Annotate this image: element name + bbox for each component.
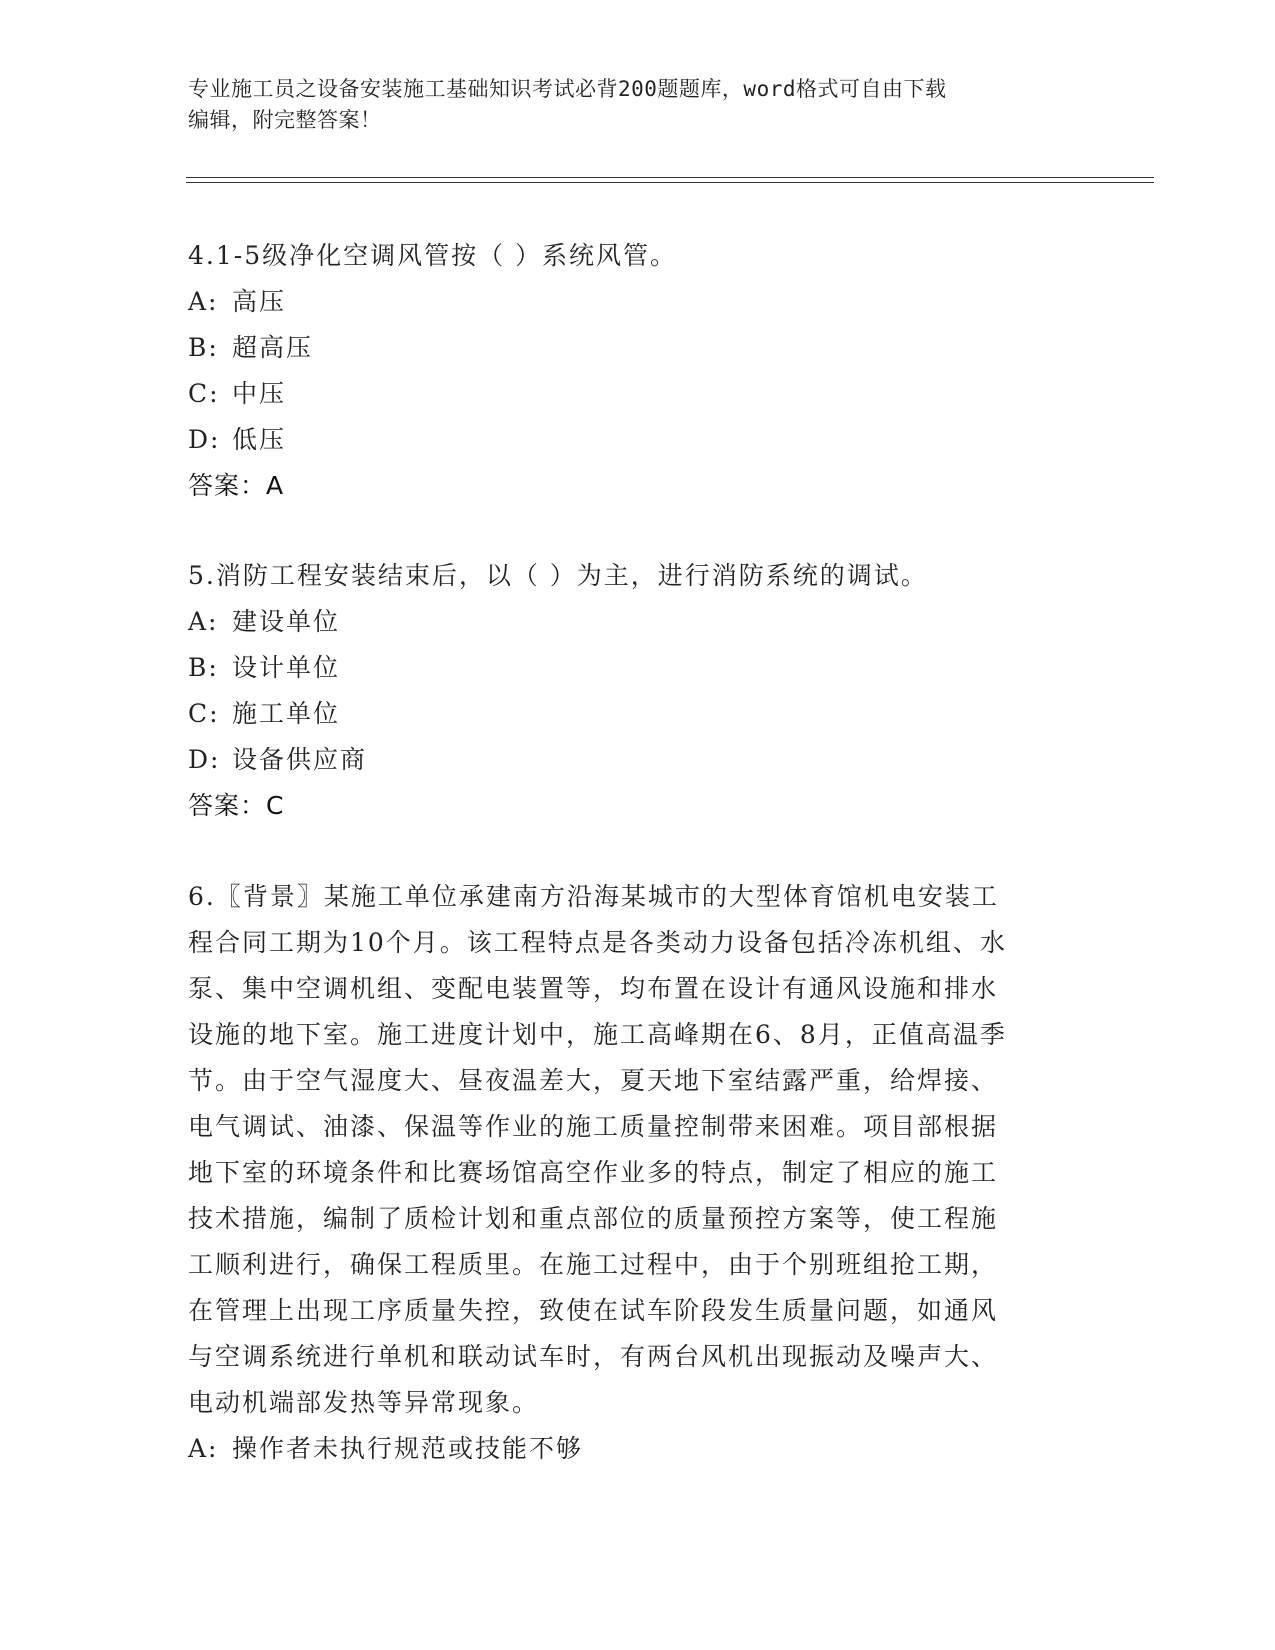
option-text: 设计单位 xyxy=(232,653,341,682)
option-a xyxy=(188,1426,1068,1472)
option-text: 超高压 xyxy=(232,333,314,362)
option-c xyxy=(188,691,1068,737)
option-text: 中压 xyxy=(232,379,287,408)
answer-line: 答案：A xyxy=(188,471,285,500)
option-text: 低压 xyxy=(232,425,287,454)
question-5 xyxy=(188,553,1068,829)
option-b xyxy=(188,645,1068,691)
question-stem-line: 地下室的环境条件和比赛场馆高空作业多的特点，制定了相应的施工 xyxy=(188,1158,999,1187)
option-c xyxy=(188,371,1068,417)
question-stem-line: 电气调试、油漆、保温等作业的施工质量控制带来困难。项目部根据 xyxy=(188,1112,999,1141)
question-stem-line: 节。由于空气湿度大、昼夜温差大，夏天地下室结露严重，给焊接、 xyxy=(188,1066,999,1095)
option-key: C: xyxy=(188,379,220,408)
option-a xyxy=(188,599,1068,645)
option-key: D: xyxy=(188,425,221,454)
option-text: 建设单位 xyxy=(232,607,341,636)
header-divider-bottom xyxy=(186,182,1154,183)
option-key: B: xyxy=(188,333,219,362)
document-header xyxy=(188,74,1088,136)
option-text: 操作者未执行规范或技能不够 xyxy=(232,1434,584,1463)
option-text: 施工单位 xyxy=(232,699,341,728)
question-stem-line: 电动机端部发热等异常现象。 xyxy=(188,1388,540,1417)
option-text: 高压 xyxy=(232,287,287,316)
question-stem-line: 工顺利进行，确保工程质里。在施工过程中，由于个别班组抢工期， xyxy=(188,1250,999,1279)
option-b xyxy=(188,325,1068,371)
option-text: 设备供应商 xyxy=(232,745,368,774)
option-key: C: xyxy=(188,699,220,728)
option-key: D: xyxy=(188,745,221,774)
question-stem-line: 6.〖背景〗某施工单位承建南方沿海某城市的大型体育馆机电安装工 xyxy=(188,882,999,911)
question-6 xyxy=(188,874,1068,1472)
question-stem: 5.消防工程安装结束后，以（ ）为主，进行消防系统的调试。 xyxy=(188,561,928,590)
option-d xyxy=(188,737,1068,783)
question-stem-line: 在管理上出现工序质量失控，致使在试车阶段发生质量问题，如通风 xyxy=(188,1296,999,1325)
header-line-2: 编辑，附完整答案！ xyxy=(188,108,382,132)
option-key: B: xyxy=(188,653,219,682)
question-stem-line: 技术措施，编制了质检计划和重点部位的质量预控方案等，使工程施 xyxy=(188,1204,999,1233)
header-divider-top xyxy=(186,177,1154,178)
option-key: A: xyxy=(188,607,219,636)
question-stem-line: 设施的地下室。施工进度计划中，施工高峰期在6、8月，正值高温季 xyxy=(188,1020,1007,1049)
option-key: A: xyxy=(188,287,219,316)
question-4 xyxy=(188,233,1068,509)
question-stem-line: 程合同工期为10个月。该工程特点是各类动力设备包括冷冻机组、水 xyxy=(188,928,1007,957)
question-stem: 4.1-5级净化空调风管按（ ）系统风管。 xyxy=(188,241,678,270)
option-a xyxy=(188,279,1068,325)
header-line-1: 专业施工员之设备安装施工基础知识考试必背200题题库，word格式可自由下载 xyxy=(188,77,947,101)
option-key: A: xyxy=(188,1434,219,1463)
option-d xyxy=(188,417,1068,463)
question-stem-line: 泵、集中空调机组、变配电装置等，均布置在设计有通风设施和排水 xyxy=(188,974,999,1003)
question-stem-line: 与空调系统进行单机和联动试车时，有两台风机出现振动及噪声大、 xyxy=(188,1342,999,1371)
answer-line: 答案：C xyxy=(188,791,285,820)
